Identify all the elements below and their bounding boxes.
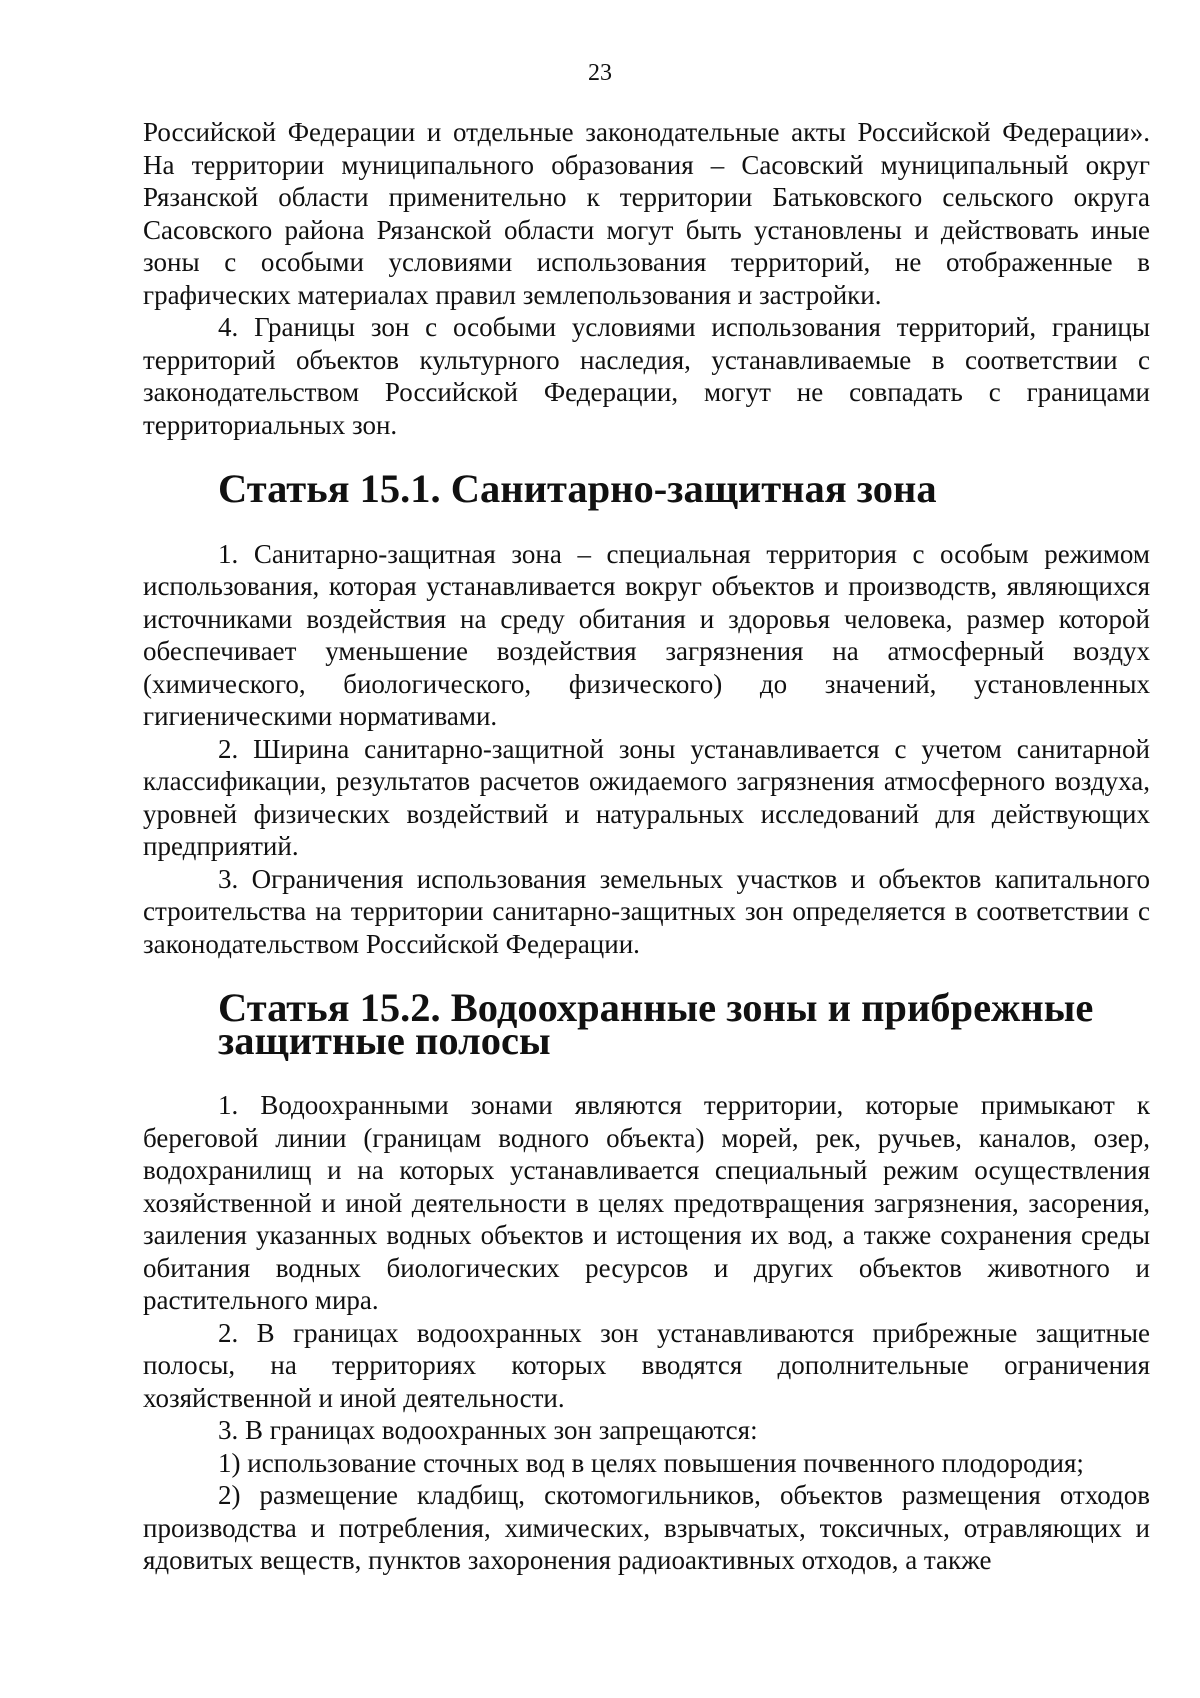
- article-15-2-paragraph-2: 2. В границах водоохранных зон устанавливаются прибрежные защитные полосы, на территориях которых вводятся дополнительные ограничения хозяйственной и иной деятельности.: [143, 1317, 1150, 1413]
- article-heading-15-1: Статья 15.1. Санитарно-защитная зона: [218, 466, 937, 511]
- paragraph-intro-continuation: Российской Федерации и отдельные законодательные акты Российской Федерации». На территории муниципального образования – Сасовский муниципальный округ Рязанской области применительно к территории Батьковского сельского округа Сасовского района Рязанской области могут быть установлены и действовать иные зоны с особыми условиями использования территорий, не отображенные в графических материалах правил землепользования и застройки.: [143, 117, 1150, 310]
- article-15-2-paragraph-1: 1. Водоохранными зонами являются территории, которые примыкают к береговой линии (границам водного объекта) морей, рек, ручьев, каналов, озер, водохранилищ и на которых устанавливается специальный режим осуществления хозяйственной и иной деятельности в целях предотвращения загрязнения, засорения, заиления указанных водных объектов и истощения их вод, а также сохранения среды обитания водных биологических ресурсов и других объектов животного и растительного мира.: [143, 1090, 1150, 1315]
- article-15-1-paragraph-3: 3. Ограничения использования земельных участков и объектов капитального строительства на территории санитарно-защитных зон определяется в соответствии с законодательством Российской Федерации.: [143, 863, 1150, 959]
- article-15-2-list-item-1: 1) использование сточных вод в целях повышения почвенного плодородия;: [218, 1447, 1084, 1478]
- paragraph-boundaries: 4. Границы зон с особыми условиями использования территорий, границы территорий объектов культурного наследия, устанавливаемые в соответствии с законодательством Российской Федерации, могут не совпадать с границами территориальных зон.: [143, 312, 1150, 440]
- article-15-1-paragraph-1: 1. Санитарно-защитная зона – специальная территория с особым режимом использования, которая устанавливается вокруг объектов и производств, являющихся источниками воздействия на среду обитания и здоровья человека, размер которой обеспечивает уменьшение воздействия загрязнения на атмосферный воздух (химического, биологического, физического) до значений, установленных гигиеническими нормативами.: [143, 538, 1150, 731]
- article-15-1-paragraph-2: 2. Ширина санитарно-защитной зоны устанавливается с учетом санитарной классификации, результатов расчетов ожидаемого загрязнения атмосферного воздуха, уровней физических воздействий и натуральных исследований для действующих предприятий.: [143, 733, 1150, 861]
- article-15-2-paragraph-3: 3. В границах водоохранных зон запрещаются:: [218, 1415, 758, 1445]
- document-body: [143, 116, 1150, 1577]
- article-15-2-list-item-2: 2) размещение кладбищ, скотомогильников, объектов размещения отходов производства и потребления, химических, взрывчатых, токсичных, отравляющих и ядовитых веществ, пунктов захоронения радиоактивных отходов, а также: [143, 1480, 1150, 1575]
- article-heading-15-2: Статья 15.2. Водоохранные зоны и прибрежные защитные полосы: [218, 985, 1094, 1063]
- page-number: 23: [588, 60, 612, 86]
